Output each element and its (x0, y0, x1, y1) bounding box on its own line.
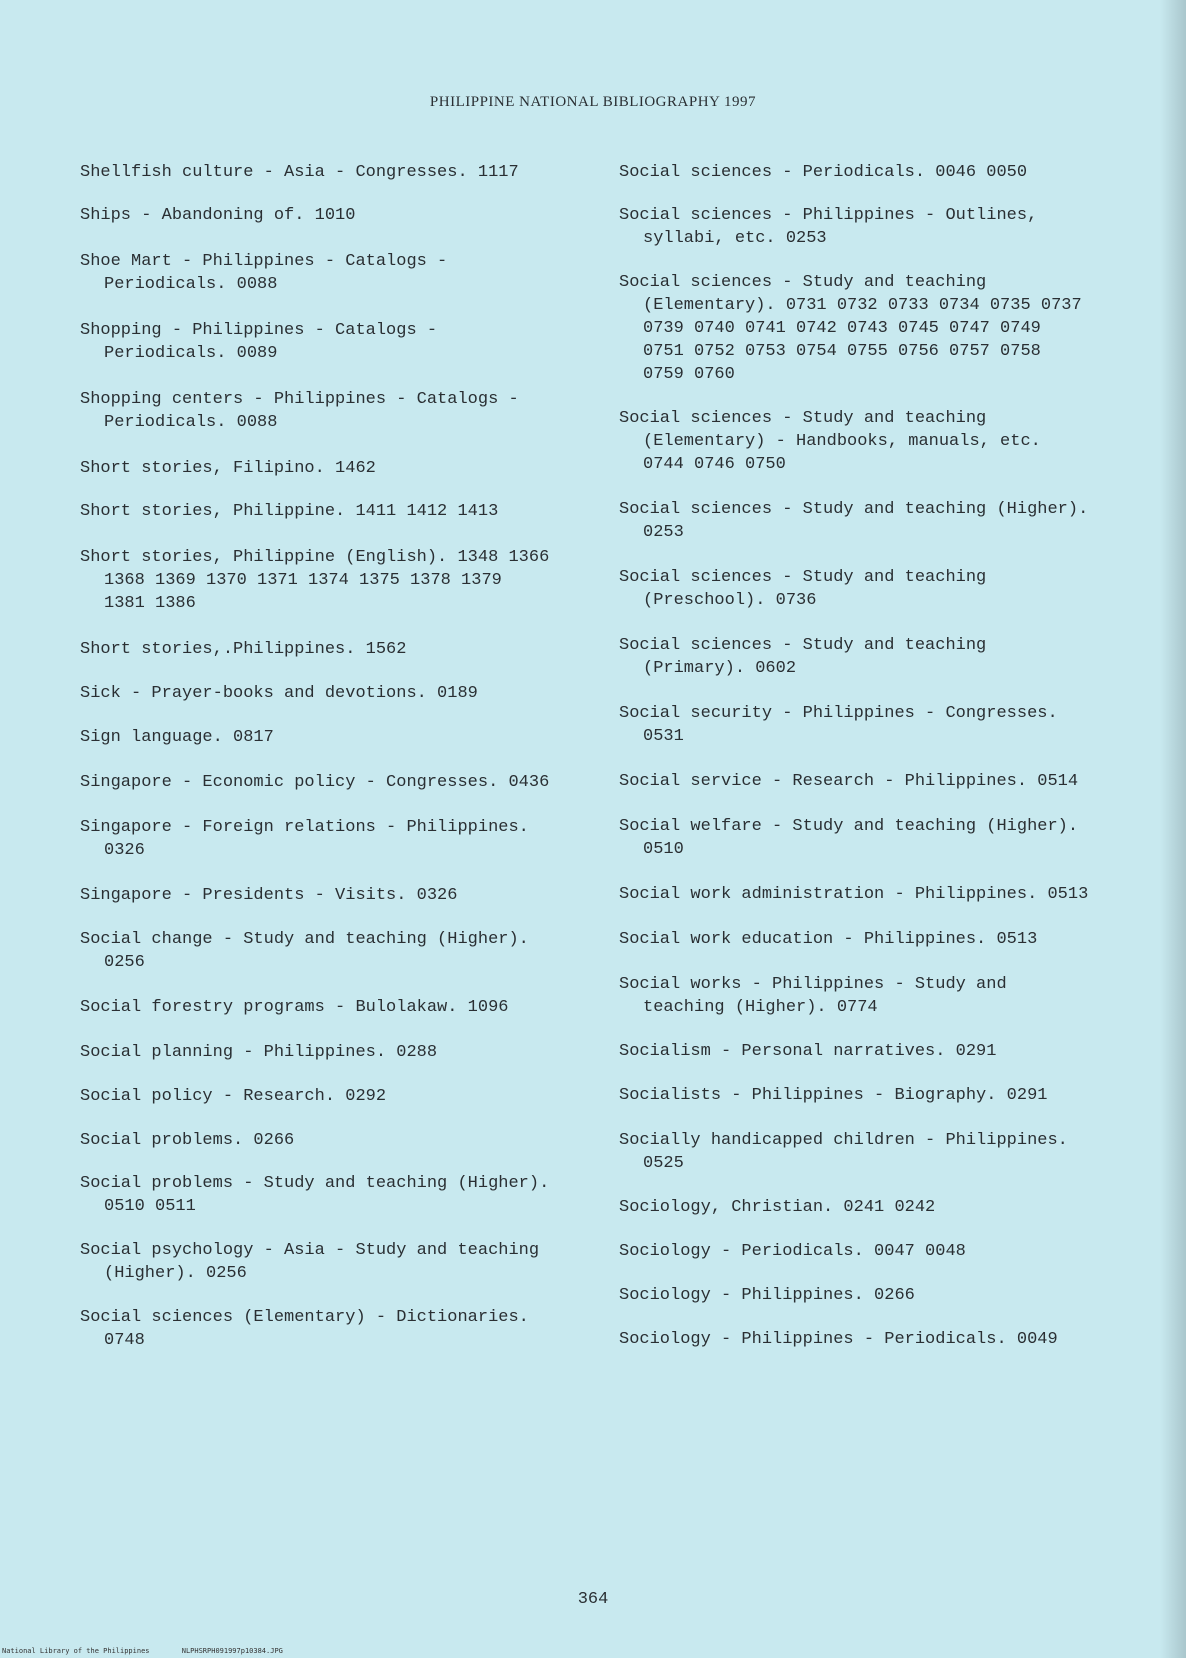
index-entry: Social welfare - Study and teaching (Higher). 0510 (619, 817, 1079, 859)
page-title: PHILIPPINE NATIONAL BIBLIOGRAPHY 1997 (429, 94, 757, 110)
index-entry: Singapore - Presidents - Visits. 0326 (80, 886, 458, 905)
index-entry: Singapore - Economic policy - Congresses. 0436 (80, 773, 550, 792)
page-edge-shadow (1160, 0, 1186, 1658)
index-entry: Shellfish culture - Asia - Congresses. 1117 (80, 163, 519, 182)
index-entry: Socialists - Philippines - Biography. 0291 (619, 1086, 1048, 1105)
index-entry: Sick - Prayer-books and devotions. 0189 (80, 684, 478, 703)
index-entry: Shoe Mart - Philippines - Catalogs - Periodicals. 0088 (80, 252, 448, 294)
index-entry: Social sciences (Elementary) - Dictionaries. 0748 (80, 1308, 529, 1350)
index-entry: Shopping centers - Philippines - Catalogs - Periodicals. 0088 (80, 390, 519, 432)
index-entry: Sociology, Christian. 0241 0242 (619, 1198, 936, 1217)
index-entry: Social works - Philippines - Study and teaching (Higher). 0774 (619, 975, 1007, 1017)
page-number: 364 (577, 1590, 609, 1609)
index-entry: Social sciences - Study and teaching (Primary). 0602 (619, 636, 987, 678)
index-entry: Social problems. 0266 (80, 1131, 295, 1150)
index-entry: Social psychology - Asia - Study and teaching (Higher). 0256 (80, 1241, 540, 1283)
index-entry: Shopping - Philippines - Catalogs - Periodicals. 0089 (80, 321, 438, 363)
index-entry: Sociology - Periodicals. 0047 0048 (619, 1242, 966, 1261)
index-entry: Socially handicapped children - Philippines. 0525 (619, 1131, 1068, 1173)
index-entry: Short stories, Philippine. 1411 1412 1413 (80, 502, 499, 521)
index-entry: Short stories, Filipino. 1462 (80, 459, 376, 478)
index-entry: Social sciences - Study and teaching (Elementary). 0731 0732 0733 0734 0735 0737 0739 0740 0741 0742 0743 0745 0747 0749 0751 0752 0753 0754 0755 0756 0757 0758 0759 0760 (619, 273, 1082, 384)
index-entry: Social security - Philippines - Congresses. 0531 (619, 704, 1058, 746)
index-entry: Social service - Research - Philippines. 0514 (619, 772, 1079, 791)
index-entry: Social forestry programs - Bulolakaw. 1096 (80, 998, 509, 1017)
file-name: NLPHSRPH091997p10384.JPG (181, 1647, 283, 1655)
index-entry: Social policy - Research. 0292 (80, 1087, 387, 1106)
index-entry: Ships - Abandoning of. 1010 (80, 206, 356, 225)
index-entry: Singapore - Foreign relations - Philippines. 0326 (80, 818, 529, 860)
index-entry: Social problems - Study and teaching (Higher). 0510 0511 (80, 1174, 550, 1216)
scan-credit (2, 1647, 311, 1655)
index-entry: Social change - Study and teaching (Higher). 0256 (80, 930, 529, 972)
index-entry: Social planning - Philippines. 0288 (80, 1043, 438, 1062)
index-entry: Sign language. 0817 (80, 728, 274, 747)
index-entry: Social sciences - Philippines - Outlines, syllabi, etc. 0253 (619, 206, 1038, 248)
left-column (80, 161, 550, 1352)
index-entry: Short stories,.Philippines. 1562 (80, 640, 407, 659)
index-entry: Social work education - Philippines. 0513 (619, 930, 1038, 949)
index-entry: Social work administration - Philippines. 0513 (619, 885, 1089, 904)
index-entry: Social sciences - Study and teaching (Elementary) - Handbooks, manuals, etc. 0744 0746 0750 (619, 409, 1041, 474)
index-entry: Social sciences - Study and teaching (Higher). 0253 (619, 500, 1089, 542)
right-column (619, 161, 1089, 1351)
index-entry: Social sciences - Periodicals. 0046 0050 (619, 163, 1028, 182)
index-entry: Social sciences - Study and teaching (Preschool). 0736 (619, 568, 987, 610)
index-entry: Short stories, Philippine (English). 1348 1366 1368 1369 1370 1371 1374 1375 1378 1379 1381 1386 (80, 548, 550, 613)
index-entry: Sociology - Philippines. 0266 (619, 1286, 915, 1305)
library-credit: National Library of the Philippines (2, 1647, 150, 1655)
index-entry: Socialism - Personal narratives. 0291 (619, 1042, 997, 1061)
index-entry: Sociology - Philippines - Periodicals. 0049 (619, 1330, 1058, 1349)
